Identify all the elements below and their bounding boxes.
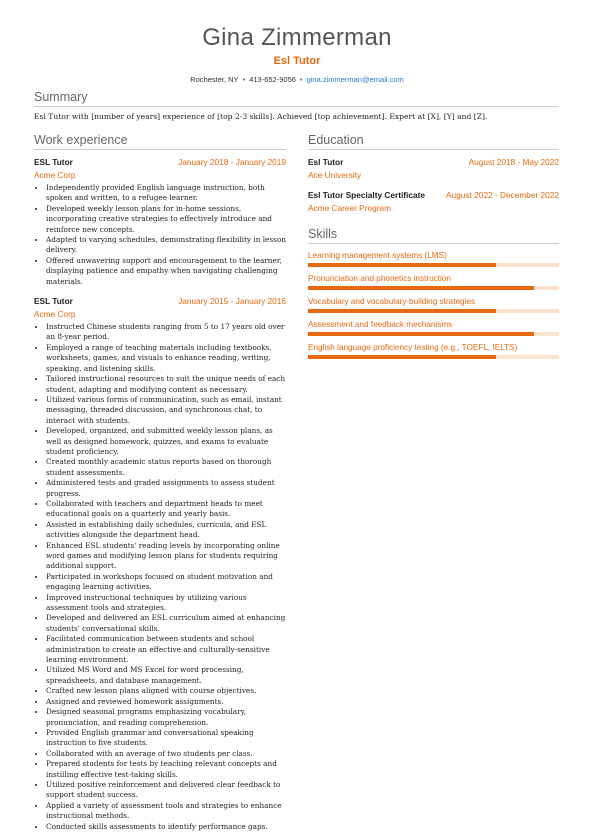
job-entry [34, 296, 286, 832]
job-list [34, 157, 286, 832]
bullet-item: • Prepared students for tests by teaching relevant concepts and instilling effective test-taking skills. [46, 759, 286, 780]
bullet-item: • Assigned and reviewed homework assignments. [46, 697, 286, 707]
candidate-name: Gina Zimmerman [202, 24, 392, 51]
bullet-item: • Applied a variety of assessment tools and strategies to enhance instructional methods. [46, 801, 286, 822]
candidate-title: Esl Tutor [273, 55, 321, 67]
skill-level-bar [308, 309, 559, 313]
bullet-item: • Tailored instructional resources to suit the unique needs of each student, adapting and modifying content as necessary. [46, 374, 286, 395]
skill-level-fill [308, 309, 496, 313]
skill-level-bar [308, 286, 559, 290]
skill-item [308, 320, 559, 336]
bullet-item: • Offered unwavering support and encouragement to the learner, displaying patience and empathy when navigating challenging materials. [46, 256, 286, 287]
school-name: Acme Career Program [308, 203, 391, 213]
education-list [308, 157, 559, 213]
bullet-item: • Participated in workshops focused on student motivation and engaging learning activities. [46, 572, 286, 593]
skill-name: Assessment and feedback mechanisms [308, 320, 453, 329]
skill-item [308, 251, 559, 267]
bullet-item: • Enhanced ESL students' reading levels by incorporating online word games and modifying lesson plans for students requiring additional support. [46, 541, 286, 572]
skills-section [308, 227, 559, 359]
skill-name: Vocabulary and vocabulary-building strategies [308, 297, 476, 306]
education-header [308, 190, 559, 200]
skill-name: English language proficiency testing (e.g., TOEFL, IELTS) [308, 343, 518, 352]
bullet-item: • Collaborated with teachers and department heads to meet educational goals on a quarterly and yearly basis. [46, 499, 286, 520]
job-bullets [34, 183, 286, 287]
experience-section [34, 133, 286, 832]
summary-section [34, 90, 559, 121]
phone-text: 413-652-9056 [249, 75, 296, 84]
bullet-item: • Conducted skills assessments to identify performance gaps. [46, 822, 286, 832]
summary-heading: Summary [34, 90, 559, 107]
email-link[interactable]: gina.zimmerman@email.com [306, 75, 404, 84]
education-header [308, 157, 559, 167]
bullet-item: • Administered tests and graded assignments to assess student progress. [46, 478, 286, 499]
skills-list [308, 251, 559, 359]
education-dates: August 2022 - December 2022 [445, 190, 559, 200]
skill-name: Pronunciation and phonetics instruction [308, 274, 451, 283]
bullet-item: • Utilized MS Word and MS Excel for word processing, spreadsheets, and database management. [46, 665, 286, 686]
job-dates: January 2015 - January 2016 [178, 296, 286, 307]
skill-level-fill [308, 286, 534, 290]
skill-item [308, 274, 559, 290]
skill-item [308, 297, 559, 313]
bullet-item: • Improved instructional techniques by utilizing various assessment tools and strategies. [46, 593, 286, 614]
resume-header [0, 24, 594, 84]
bullet-item: • Developed weekly lesson plans for in-home sessions, incorporating creative strategies to effectively introduce and reinforce new concepts. [46, 204, 286, 235]
skill-item [308, 343, 559, 359]
bullet-item: • Adapted to varying schedules, demonstrating flexibility in lesson delivery. [46, 235, 286, 256]
location-text: Rochester, NY [190, 75, 239, 84]
education-dates: August 2018 - May 2022 [468, 157, 559, 167]
summary-text: Esl Tutor with [number of years] experience of [top 2-3 skills]. Achieved [top achievement]. Expert at [X], [Y] and [Z]. [34, 112, 488, 121]
job-role: ESL Tutor [34, 157, 73, 167]
job-company: Acme Corp [34, 170, 76, 180]
separator: • [299, 75, 303, 84]
skill-name: Learning management systems (LMS) [308, 251, 447, 260]
bullet-item: • Utilized positive reinforcement and delivered clear feedback to support student success. [46, 780, 286, 801]
bullet-item: • Created monthly academic status reports based on thorough student assessments. [46, 457, 286, 478]
bullet-item: • Independently provided English language instruction, both spoken and written, to a refugee learner. [46, 183, 286, 204]
skill-level-bar [308, 263, 559, 267]
separator: • [242, 75, 246, 84]
bullet-item: • Developed, organized, and submitted weekly lesson plans, as well as designed homework, quizzes, and exams to evaluate student proficiency. [46, 426, 286, 457]
job-bullets [34, 322, 286, 832]
bullet-item: • Utilized various forms of communication, such as email, instant messaging, threaded discussion, and synchronous chat, to interact with students. [46, 395, 286, 426]
bullet-item: • Employed a range of teaching materials including textbooks, worksheets, games, and visuals to enhance reading, writing, speaking, and listening skills. [46, 343, 286, 374]
bullet-item: • Provided English grammar and conversational speaking instruction to five students. [46, 728, 286, 749]
contact-line [0, 75, 594, 84]
skill-level-bar [308, 332, 559, 336]
bullet-item: • Collaborated with an average of two students per class. [46, 749, 286, 759]
bullet-item: • Developed and delivered an ESL curriculum aimed at enhancing students' conversational skills. [46, 613, 286, 634]
job-header [34, 296, 286, 306]
education-section [308, 133, 559, 213]
job-entry [34, 157, 286, 287]
job-header [34, 157, 286, 167]
job-role: ESL Tutor [34, 296, 73, 307]
skills-heading: Skills [308, 227, 559, 244]
experience-heading: Work experience [34, 133, 286, 150]
degree-name: Esl Tutor [308, 157, 344, 167]
right-column [308, 133, 559, 359]
education-heading: Education [308, 133, 559, 150]
skill-level-fill [308, 332, 534, 336]
education-entry [308, 157, 559, 180]
education-entry [308, 190, 559, 213]
skill-level-bar [308, 355, 559, 359]
degree-name: Esl Tutor Specialty Certificate [308, 190, 425, 200]
skill-level-fill [308, 355, 496, 359]
skill-level-fill [308, 263, 496, 267]
bullet-item: • Assisted in establishing daily schedules, curricula, and ESL activities alongside the department head. [46, 520, 286, 541]
bullet-item: • Crafted new lesson plans aligned with course objectives. [46, 686, 286, 696]
job-dates: January 2018 - January 2019 [178, 157, 286, 167]
bullet-item: • Designed seasonal programs emphasizing vocabulary, pronunciation, and reading comprehension. [46, 707, 286, 728]
job-company: Acme Corp [34, 309, 76, 320]
bullet-item: • Instructed Chinese students ranging from 5 to 17 years old over an 8-year period. [46, 322, 286, 343]
bullet-item: • Facilitated communication between students and school administration to create an effective and culturally-sensitive learning environment. [46, 634, 286, 665]
school-name: Ace University [308, 170, 362, 180]
